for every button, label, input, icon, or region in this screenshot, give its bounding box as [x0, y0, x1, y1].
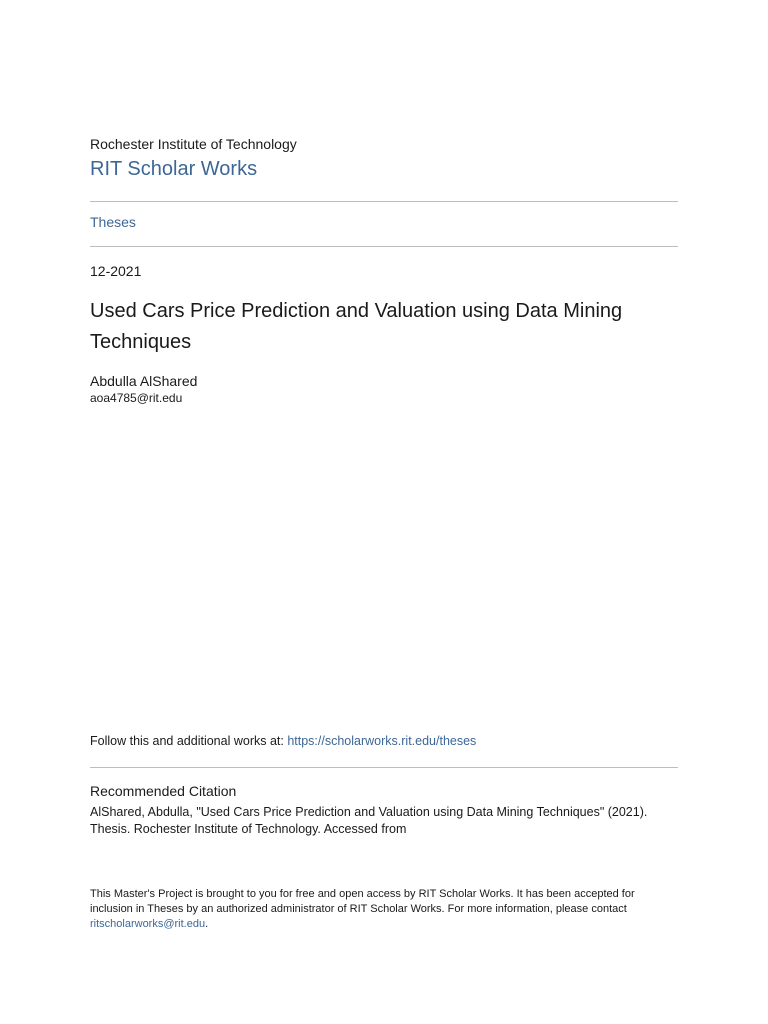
- follow-line: [90, 734, 476, 748]
- notice-period: .: [205, 918, 209, 930]
- divider: [90, 767, 678, 768]
- collection-url-link[interactable]: https://scholarworks.rit.edu/theses: [287, 734, 477, 748]
- notice-contact-line: [90, 917, 635, 932]
- collection-link[interactable]: Theses: [90, 214, 136, 230]
- access-notice: [90, 887, 635, 932]
- author-email: aoa4785@rit.edu: [90, 391, 183, 405]
- divider: [90, 201, 678, 202]
- citation-line: Thesis. Rochester Institute of Technology. Accessed from: [90, 821, 407, 836]
- document-title: Used Cars Price Prediction and Valuation using Data Mining Techniques: [90, 300, 623, 353]
- repository-link[interactable]: RIT Scholar Works: [90, 158, 258, 180]
- notice-line: inclusion in Theses by an authorized administrator of RIT Scholar Works. For more information, please contact: [90, 903, 627, 915]
- author-name: Abdulla AlShared: [90, 373, 198, 389]
- publication-date: 12-2021: [90, 263, 142, 279]
- notice-line: This Master's Project is brought to you for free and open access by RIT Scholar Works. It has been accepted for: [90, 888, 635, 900]
- follow-prefix: Follow this and additional works at:: [90, 734, 288, 748]
- citation-text: [90, 804, 647, 837]
- institution-name: Rochester Institute of Technology: [90, 136, 297, 152]
- citation-heading: Recommended Citation: [90, 783, 237, 799]
- citation-line: AlShared, Abdulla, "Used Cars Price Prediction and Valuation using Data Mining Techniques" (2021).: [90, 805, 648, 819]
- divider: [90, 246, 678, 247]
- contact-email-link[interactable]: ritscholarworks@rit.edu: [90, 918, 206, 930]
